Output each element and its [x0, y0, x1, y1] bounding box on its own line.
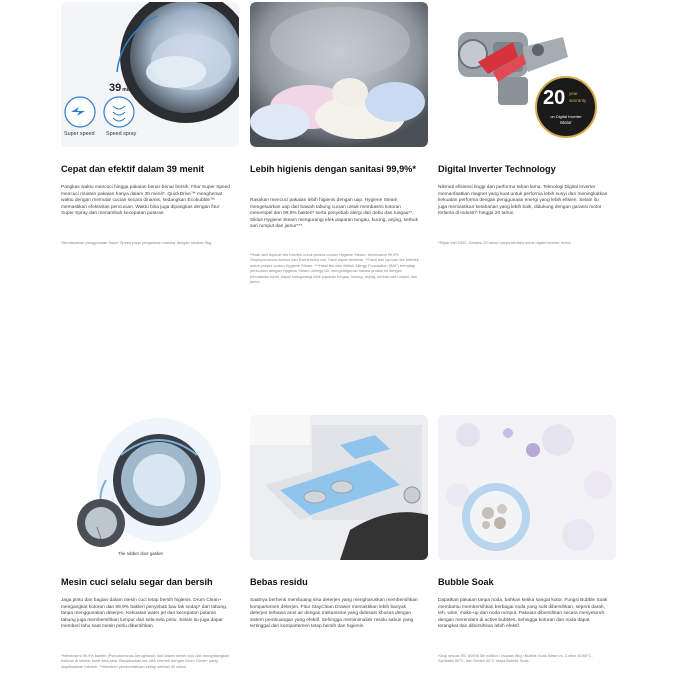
- gasket-label: The rubber door gasket: [118, 551, 163, 556]
- speed-minutes-value: 39: [109, 82, 122, 94]
- warranty-badge-number: 20: [543, 87, 566, 109]
- feature-title: Mesin cuci selalu segar dan bersih: [61, 577, 213, 587]
- feature-title: Lebih higienis dengan sanitasi 99,9%*: [250, 164, 416, 174]
- feature-title: Bebas residu: [250, 577, 308, 587]
- feature-card-drum-clean: [61, 415, 239, 669]
- speed-minutes-unit: min: [122, 87, 132, 93]
- feature-image-speed: [61, 2, 239, 147]
- feature-title: Cepat dan efektif dalam 39 menit: [61, 164, 204, 174]
- feature-card-speed: [61, 2, 239, 245]
- feature-image-drum-clean: [61, 415, 239, 560]
- feature-body: Dapatkan pakaian tanpa noda, bahkan ketika sangat kotor. Fungsi Bubble Soak membantu membersihkan berbagai noda yang sulit dibersihkan, seperti darah, teh, wine, make-up dan noda rumput. Pakaian dibersihkan secara menyeluruh dengan merendam di active bubbles, sehingga kotoran dan noda dapat terangkat dan dibersihkan lebih efektif.: [438, 598, 608, 630]
- feature-body: Pangkas waktu mencuci hingga pakaian benar-benar bersih. Fitur Super Speed mencuci muatan pakaian hanya dalam 39 menit*. QuickDrive™ menghemat waktu dengan memutar cucian secara dinamis, sedangkan Ecobubble™ memastikan efektivitas pencucian. Waktu bisa juga dipangkas dengan fitur Super Spray dan menambah kecepatan putaran.: [61, 185, 231, 217]
- feature-footnote: *Hasil dari laporan tes Intertek untuk proses cucian Hygiene Steam. Membasmi 99,9% Staphylococcus aureus dan Escherichia coli. Hasil dapat berbeda. **Hasil dari laporan tes Intertek untuk proses cucian Hygiene Steam. ***Hasil tes oleh British Allergy Foundation (BAF) terhadap pencucian dengan Hygiene Steam. Allergy UK mengonfigurasi bahwa produk ini dengan pemakaian tepat, dapat mengurangi efek paparan tungau, kucing, anjing, serbuk sari rumput dan jamur.: [250, 252, 419, 285]
- drum-clean-illustration: [61, 415, 239, 560]
- feature-card-hygiene: [250, 2, 428, 285]
- feature-body: Saatnya berhenti membuang sisa deterjen yang mengharuskan membersihkan kompartemen deterjen. Fitur StayClean Drawer memastikan lebih banyak deterjen terbawa arus air dengan mekanisme yang didesain khusus dengan sistem pembuangan yang efektif. Sehingga meminimalisir residu sabun yang tertinggal dan kompartemen tetap bersih dan higienis.: [250, 598, 418, 630]
- feature-image-inverter: [438, 2, 616, 147]
- feature-card-bubble-soak: [438, 415, 616, 664]
- speed-spray-label: Speed spray: [106, 131, 137, 137]
- detergent-drawer-illustration: [250, 415, 428, 560]
- warranty-badge-year: year: [569, 91, 578, 96]
- feature-footnote: *Diuji sesuai IEC 60456 5th edition / muatan 8kg / Bubble Soak Wash vs. Cotton 40/60°C, Synthetic 60°C, dan Denim 40°C tanpa Bubble Soak.: [438, 653, 593, 664]
- feature-image-residue: [250, 415, 428, 560]
- feature-footnote: *Sejak Mei 2022. Garansi 20 tahun hanya berlaku untuk digital inverter motor.: [438, 240, 572, 245]
- feature-body: Jaga pintu dan bagian dalam mesin cuci tetap bersih higienis. Drum Clean+ mengangkat kotoran dan 99,9% bakteri penyebab bau tak sedap* dari tabung, tanpa menggunakan deterjen. Kekuatan water jet dan kecepatan putaran tabung juga membersihkan lumpur dari sela-sela pintu. Selain itu juga dapat memberi tahu saat mesin perlu dibersihkan.: [61, 598, 228, 630]
- steam-drum-illustration: [250, 2, 428, 147]
- feature-footnote: *Membasmi 99,9% bakteri (Pseudomonas Aeruginosa) dari dalam mesin cuci dan menghilangkan kotoran di sekitar karet sela-sela. Berdasarkan tes oleh Intertek dengan Drum Clean+ yang diaplikasikan Intertek. **Memberi pemberitahuan setiap setelah 40 siklus.: [61, 653, 230, 669]
- feature-card-residue: [250, 415, 428, 630]
- feature-title: Bubble Soak: [438, 577, 494, 587]
- warranty-badge-on: on Digital Inverter: [550, 114, 582, 119]
- feature-footnote: *Berdasarkan penggunaan Super Speed pada pengaturan standar dengan muatan 5kg.: [61, 240, 213, 245]
- super-speed-label: Super speed: [64, 131, 95, 137]
- warranty-badge: [535, 76, 597, 138]
- feature-card-inverter: [438, 2, 616, 245]
- feature-body: Rasakan mencuci pakaian lebih higienis dengan uap. Hygiene Steam mengeluarkan uap dari bawah tabung cucian untuk membasmi kotoran menempel dan 99,9% bakteri* serta penyebab alergi dari debu dan tungau**. Siklus Hygiene Steam mengurangi efek paparan tungau, kucing, anjing, serbuk sari rumput dan jamur***.: [250, 198, 418, 230]
- warranty-badge-warranty: warranty: [569, 98, 587, 103]
- feature-title: Digital Inverter Technology: [438, 164, 556, 174]
- warranty-badge-motor: Motor: [560, 120, 572, 125]
- feature-body: Nikmati efisiensi tinggi dan performa tahan lama. Teknologi Digital Inverter memanfaatkan magnet yang kuat untuk performa lebih sunyi dan meningkatkan kekuatan performa dengan penggunaan energi yang lebih efisien. Selain itu juga memastikan ketahanan yang lebih baik, didukung dengan garansi motor terlama di industri* hingga 20 tahun.: [438, 185, 608, 217]
- bubble-soak-illustration: [438, 415, 616, 560]
- speed-minutes-readout: [109, 82, 131, 94]
- feature-image-hygiene: [250, 2, 428, 147]
- washing-drum-speed-illustration: [61, 2, 239, 147]
- feature-image-bubble-soak: [438, 415, 616, 560]
